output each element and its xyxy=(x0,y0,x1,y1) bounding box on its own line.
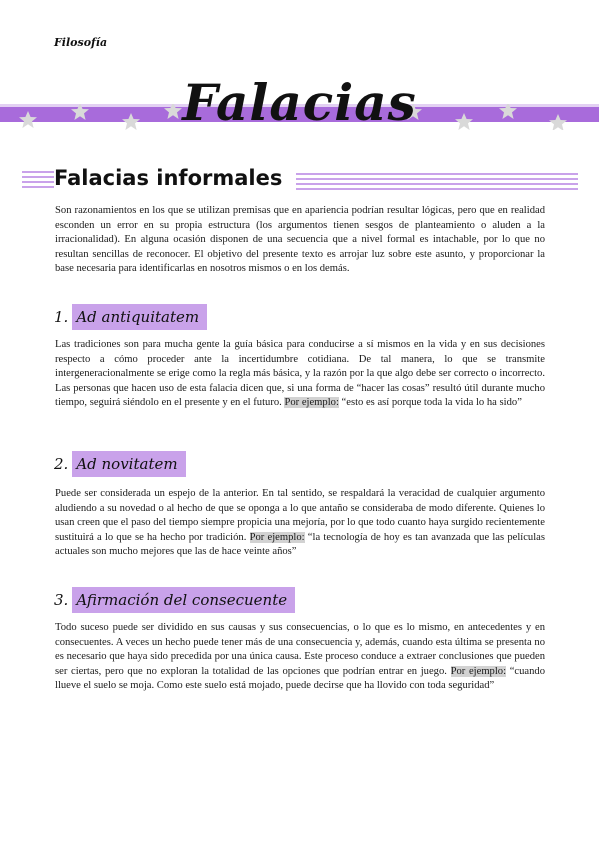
item-heading xyxy=(54,451,186,477)
example-text: “cuando llueve el suelo se moja. Como este suelo está mojado, puede decirse que ha llovido con toda seguridad” xyxy=(55,665,545,692)
section-heading xyxy=(0,166,599,196)
item-paragraph xyxy=(55,338,545,411)
item-paragraph xyxy=(55,487,545,560)
subject-label: Filosofía xyxy=(54,36,108,49)
item-label: Afirmación del consecuente xyxy=(72,587,295,613)
item-label: Ad novitatem xyxy=(72,451,185,477)
item-number: 3. xyxy=(54,591,69,609)
item-number: 1. xyxy=(54,308,69,326)
item-text: Las tradiciones son para mucha gente la guía básica para conducirse a sí mismos en la vida y en sus decisiones respecto a cómo proceder ante la incertidumbre cotidiana. De tal manera, lo que se transmite intergeneracionalmente se erige como la regla más básica, y la razón por la que algo debe ser correcto o incorrecto. Las personas que hacen uso de esta falacia dicen que, si una forma de “hacer las cosas” resultó útil durante mucho tiempo, seguirá siéndolo en el presente y en el futuro. xyxy=(55,339,545,409)
item-paragraph xyxy=(55,621,545,694)
item-text: Todo suceso puede ser dividido en sus causas y sus consecuencias, o lo que es lo mismo, en antecedentes y en consecuentes. A veces un hecho puede tener más de una consecuencia y, además, cuando esta última se presenta no es necesario que haya sido precedida por una única causa. Este proceso conduce a extraer conclusiones que pueden ser ciertas, pero que no exploran la totalidad de las opciones que podrían entrar en juego. xyxy=(55,622,545,677)
example-text: “la tecnología de hoy es tan avanzada que las películas actuales son mucho mejores que las de hace veinte años” xyxy=(55,531,546,558)
item-text: Puede ser considerada un espejo de la anterior. En tal sentido, se respaldará la veracidad de cualquier argumento aludiendo a su novedad o al hecho de que se oponga a lo que antaño se consideraba de modo diferente. Quienes lo usan creen que el paso del tiempo siempre propicia una mejoría, por lo que todo cuanto haya surgido recientemente sustituirá a lo que se ha hecho por tradición. xyxy=(55,488,545,543)
example-label: Por ejemplo: xyxy=(249,531,305,543)
page-title: Falacias xyxy=(182,73,417,132)
example-label: Por ejemplo: xyxy=(284,397,339,409)
section-title: Falacias informales xyxy=(54,166,288,190)
item-heading xyxy=(54,587,295,613)
example-label: Por ejemplo: xyxy=(450,665,507,677)
example-text: “esto es así porque toda la vida lo ha sido” xyxy=(338,397,522,409)
intro-paragraph: Son razonamientos en los que se utilizan premisas que en apariencia podrían resultar lógicas, pero que en realidad esconden un error en su propia estructura (los argumentos tienen sesgos de planteamiento o aluden a la irracionalidad). En alguna ocasión disponen de una secuencia que a nivel formal es intachable, por lo que no resultan sencillas de reconocer. El objetivo del presente texto es arrojar luz sobre este asunto, y proporcionar la base necesaria para identificarlas en nosotros mismos o en los demás. xyxy=(55,205,545,275)
item-label: Ad antiquitatem xyxy=(72,304,207,330)
item-heading xyxy=(54,304,207,330)
item-number: 2. xyxy=(54,455,69,473)
